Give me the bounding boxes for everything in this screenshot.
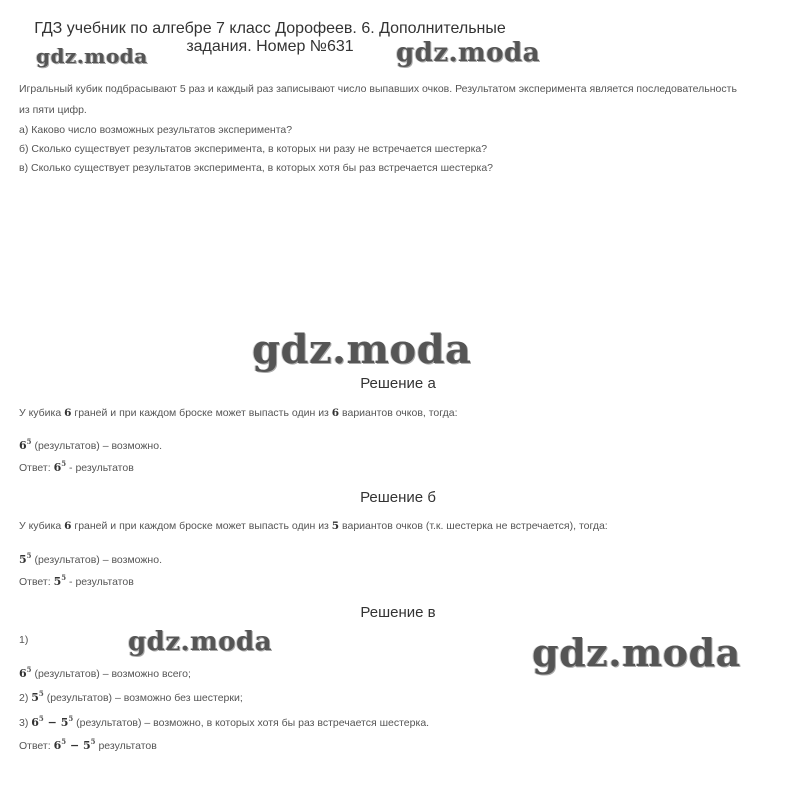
solution-b-calc: $5^5$ (результатов) – возможно. [19,551,162,566]
solution-c-step1-label: 1) [19,634,29,646]
watermark-logo: gdz.moda [252,326,472,373]
page-title: ГДЗ учебник по алгебре 7 класс Дорофеев. 6. Дополнительные задания. Номер №631 [34,20,506,55]
problem-text: Игральный кубик подбрасывают 5 раз и каждый раз записывают число выпавших очков. Результатом эксперимента является последовательность [19,83,737,95]
solution-b-intro: У кубика 6 граней и при каждом броске может выпасть один из 5 вариантов очков (т.к. шестерка не встречается), тогда: [19,520,608,532]
watermark-logo: gdz.moda [36,44,148,68]
solution-c-step1: $6^5$ (результатов) – возможно всего; [19,665,191,680]
solution-a-answer: Ответ: $6^5$ - результатов [19,459,134,474]
question-b: б) Сколько существует результатов эксперимента, в которых ни разу не встречается шестерка? [19,143,488,155]
solution-c-step3: 3) $6^5 - 5^5$ (результатов) – возможно, в которых хотя бы раз встречается шестерка. [19,714,430,729]
solution-b-heading: Решение б [360,489,436,506]
solution-b-answer: Ответ: $5^5$ - результатов [19,573,134,588]
solution-c-heading: Решение в [360,604,436,621]
solution-a-calc: $6^5$ (результатов) – возможно. [19,437,162,452]
solution-c-answer: Ответ: $6^5 - 5^5$ результатов [19,737,157,752]
solution-a-heading: Решение а [360,375,436,392]
problem-text: из пяти цифр. [19,104,87,116]
solution-a-intro: У кубика 6 граней и при каждом броске может выпасть один из 6 вариантов очков, тогда: [19,407,458,419]
watermark-logo: gdz.moda [128,627,273,657]
question-a: а) Каково число возможных результатов эксперимента? [19,124,293,136]
watermark-logo: gdz.moda [532,630,741,675]
solution-c-step2: 2) $5^5$ (результатов) – возможно без шестерки; [19,689,243,704]
question-c: в) Сколько существует результатов эксперимента, в которых хотя бы раз встречается шестерка? [19,162,494,174]
watermark-logo: gdz.moda [396,38,541,68]
